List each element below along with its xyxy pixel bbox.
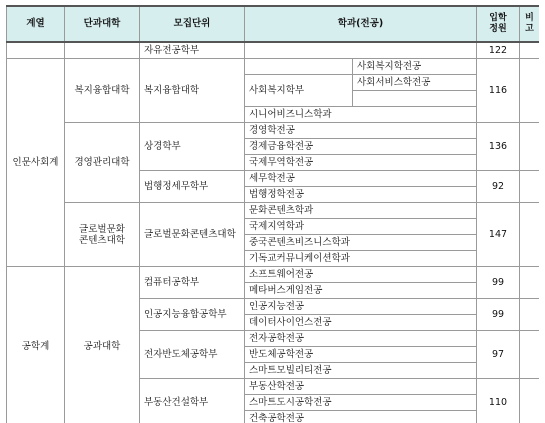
quota-cell: 99 — [477, 267, 520, 299]
table-row — [7, 42, 540, 59]
unit-cell: 컴퓨터공학부 — [140, 267, 245, 299]
dept-cell: 메타버스게임전공 — [245, 283, 477, 299]
dept-cell: 반도체공학전공 — [245, 347, 477, 363]
table-row — [7, 59, 540, 75]
header-note: 비 고 — [520, 6, 540, 42]
field-cell: 인문사회계 — [7, 59, 65, 267]
dept-cell: 법행정학전공 — [245, 187, 477, 203]
dept-cell: 기독교커뮤니케이션학과 — [245, 251, 477, 267]
note-cell — [520, 123, 540, 171]
note-cell — [520, 203, 540, 267]
college-cell: 공과대학 — [65, 267, 140, 423]
dept-cell — [245, 42, 477, 59]
note-cell — [520, 59, 540, 123]
dept-cell: 데이터사이언스전공 — [245, 315, 477, 331]
dept-cell: 사회복지학부 — [245, 75, 353, 107]
quota-cell: 116 — [477, 59, 520, 123]
note-cell — [520, 42, 540, 59]
dept-cell: 시니어비즈니스학과 — [245, 107, 477, 123]
quota-cell: 110 — [477, 379, 520, 423]
dept-cell: 경영학전공 — [245, 123, 477, 139]
unit-cell: 부동산건설학부 — [140, 379, 245, 423]
header-dept: 학과(전공) — [245, 6, 477, 42]
dept-cell: 문화콘텐츠학과 — [245, 203, 477, 219]
college-cell: 글로벌문화 콘텐츠대학 — [65, 203, 140, 267]
note-cell — [520, 331, 540, 379]
college-cell: 경영관리대학 — [65, 123, 140, 203]
major-cell — [353, 91, 477, 107]
table-row — [7, 267, 540, 283]
header-row — [7, 6, 540, 42]
unit-cell: 자유전공학부 — [140, 42, 245, 59]
header-field: 계열 — [7, 6, 65, 42]
field-cell: 공학계 — [7, 267, 65, 423]
quota-cell: 97 — [477, 331, 520, 379]
dept-cell: 부동산학전공 — [245, 379, 477, 395]
unit-cell: 전자반도체공학부 — [140, 331, 245, 379]
unit-cell: 상경학부 — [140, 123, 245, 171]
header-quota: 입학 정원 — [477, 6, 520, 42]
quota-cell: 92 — [477, 171, 520, 203]
note-cell — [520, 267, 540, 299]
unit-cell: 복지융합대학 — [140, 59, 245, 123]
field-cell — [7, 42, 65, 59]
quota-cell: 136 — [477, 123, 520, 171]
unit-cell: 법행정세무학부 — [140, 171, 245, 203]
dept-cell — [245, 59, 353, 75]
major-cell: 사회복지학전공 — [353, 59, 477, 75]
major-cell: 사회서비스학전공 — [353, 75, 477, 91]
unit-cell: 글로벌문화콘텐츠대학 — [140, 203, 245, 267]
quota-cell: 147 — [477, 203, 520, 267]
dept-cell: 세무학전공 — [245, 171, 477, 187]
header-unit: 모집단위 — [140, 6, 245, 42]
dept-cell: 건축공학전공 — [245, 411, 477, 423]
admission-quota-table — [6, 5, 539, 423]
dept-cell: 전자공학전공 — [245, 331, 477, 347]
dept-cell: 인공지능전공 — [245, 299, 477, 315]
note-cell — [520, 379, 540, 423]
dept-cell: 국제지역학과 — [245, 219, 477, 235]
dept-cell: 중국콘텐츠비즈니스학과 — [245, 235, 477, 251]
quota-cell: 122 — [477, 42, 520, 59]
header-college: 단과대학 — [65, 6, 140, 42]
note-cell — [520, 171, 540, 203]
table-row — [7, 203, 540, 219]
note-cell — [520, 299, 540, 331]
dept-cell: 국제무역학전공 — [245, 155, 477, 171]
dept-cell: 스마트모빌리티전공 — [245, 363, 477, 379]
unit-cell: 인공지능융합공학부 — [140, 299, 245, 331]
college-cell — [65, 42, 140, 59]
table-row — [7, 123, 540, 139]
dept-cell: 경제금융학전공 — [245, 139, 477, 155]
dept-cell: 스마트도시공학전공 — [245, 395, 477, 411]
quota-cell: 99 — [477, 299, 520, 331]
dept-cell: 소프트웨어전공 — [245, 267, 477, 283]
college-cell: 복지융합대학 — [65, 59, 140, 123]
